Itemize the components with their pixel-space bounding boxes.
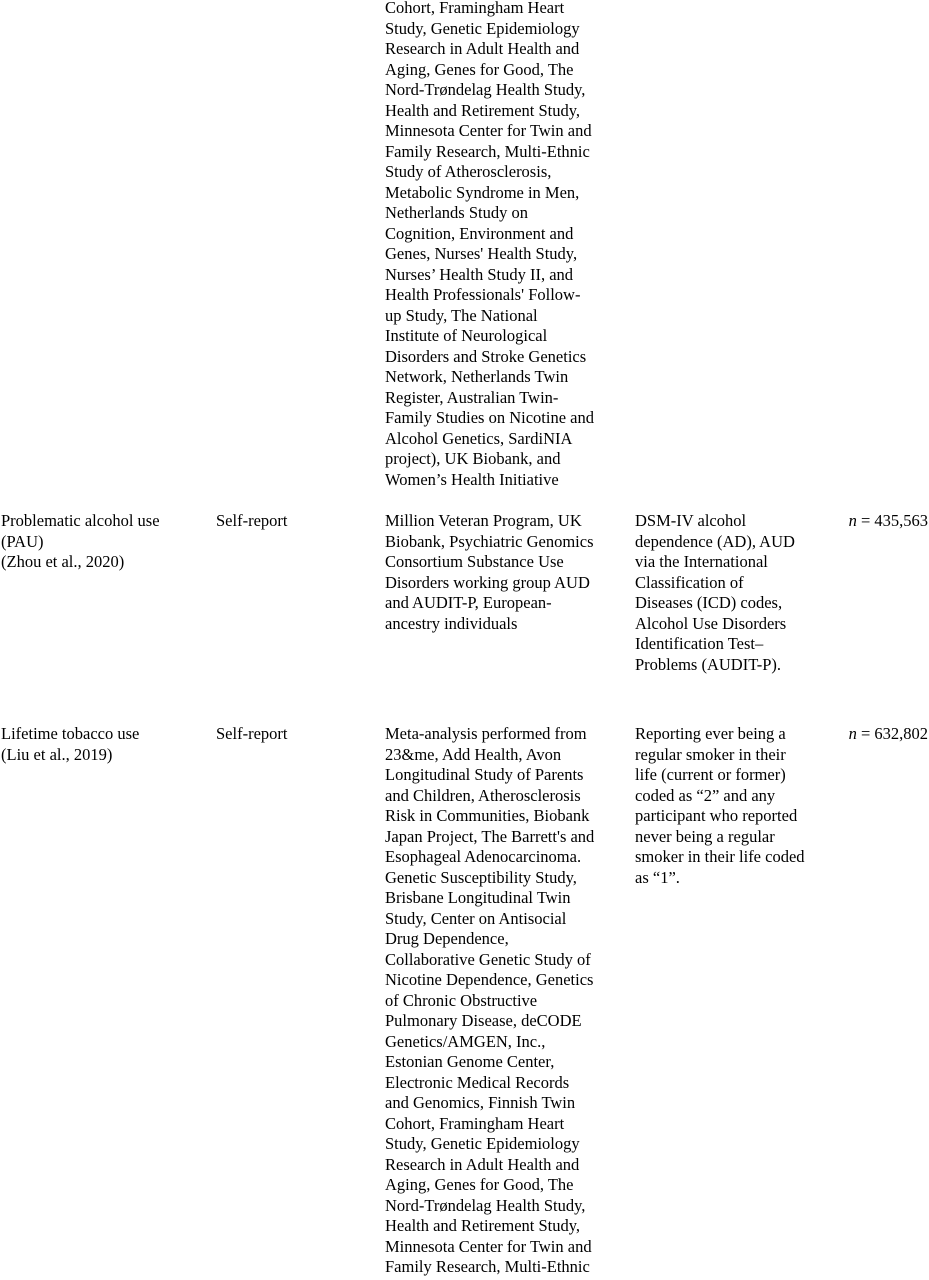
phenotype-cell: Problematic alcohol use (PAU) (Zhou et al., 2020) (1, 511, 160, 571)
definition-cell: DSM-IV alcohol dependence (AD), AUD via the International Classification of Diseases (ICD) codes, Alcohol Use Disorders Identification Test– Problems (AUDIT-P). (635, 511, 795, 674)
samples-cell: Meta-analysis performed from 23&me, Add Health, Avon Longitudinal Study of Parents and Children, Atherosclerosis Risk in Communities, Biobank Japan Project, The Barrett's and Esophageal Adenocarcinoma. Genetic Susceptibility Study, Brisbane Longitudinal Twin Study, Center on Antisocial Drug Dependence, Collaborative Genetic Study of Nicotine Dependence, Genetics of Chronic Obstructive Pulmonary Disease, deCODE Genetics/AMGEN, Inc., Estonian Genome Center, Electronic Medical Records and Genomics, Finnish Twin Cohort, Framingham Heart Study, Genetic Epidemiology Research in Adult Health and Aging, Genes for Good, The Nord-Trøndelag Health Study, Health and Retirement Study, Minnesota Center for Twin and Family Research, Multi-Ethnic (385, 724, 595, 1276)
samples-cell-continued: Cohort, Framingham Heart Study, Genetic Epidemiology Research in Adult Health and Aging, Genes for Good, The Nord-Trøndelag Health Study, Health and Retirement Study, Minnesota Center for Twin and Family Research, Multi-Ethnic Study of Atherosclerosis, Metabolic Syndrome in Men, Netherlands Study on Cognition, Environment and Genes, Nurses' Health Study, Nurses’ Health Study II, and Health Professionals' Follow- up Study, The National Institute of Neurological Disorders and Stroke Genetics Network, Netherlands Twin Register, Australian Twin- Family Studies on Nicotine and Alcohol Genetics, SardiNIA project), UK Biobank, and Women’s Health Initiative (385, 0, 594, 489)
definition-cell: Reporting ever being a regular smoker in their life (current or former) coded as “2” and any participant who reported never being a regular smoker in their life coded as “1”. (635, 724, 805, 887)
method-cell: Self-report (216, 511, 288, 530)
sample-size-cell (835, 724, 928, 745)
sample-size-cell (835, 511, 928, 532)
method-cell: Self-report (216, 724, 288, 743)
samples-cell: Million Veteran Program, UK Biobank, Psychiatric Genomics Consortium Substance Use Disorders working group AUD and AUDIT-P, European- ancestry individuals (385, 511, 594, 633)
n-value: = 632,802 (856, 724, 928, 743)
phenotype-cell: Lifetime tobacco use (Liu et al., 2019) (1, 724, 140, 764)
n-symbol: n (848, 511, 857, 530)
n-symbol: n (848, 724, 857, 743)
n-value: = 435,563 (856, 511, 928, 530)
